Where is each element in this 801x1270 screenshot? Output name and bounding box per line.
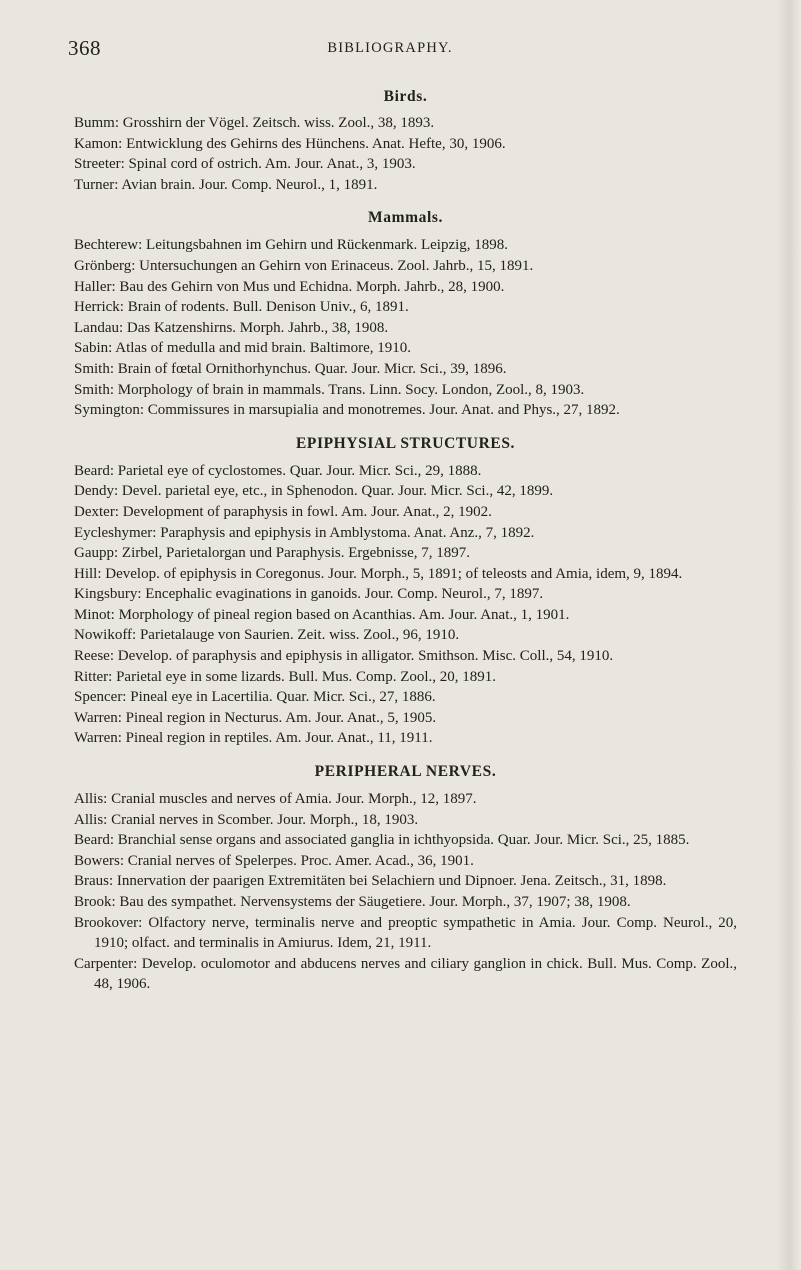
bib-entry: Nowikoff: Parietalauge von Saurien. Zeit. wiss. Zool., 96, 1910. [74,627,460,644]
bib-entry: Allis: Cranial muscles and nerves of Amia. Jour. Morph., 12, 1897. [74,791,477,808]
running-head: BIBLIOGRAPHY. [327,40,453,56]
bib-entry: Smith: Morphology of brain in mammals. Trans. Linn. Socy. London, Zool., 8, 1903. [74,381,585,398]
bib-entry: Kamon: Entwicklung des Gehirns des Hünchens. Anat. Hefte, 30, 1906. [74,135,506,152]
bib-entry: Eycleshymer: Paraphysis and epiphysis in Amblystoma. Anat. Anz., 7, 1892. [74,524,535,541]
section-birds [74,86,737,195]
bib-entry: Kingsbury: Encephalic evaginations in ganoids. Jour. Comp. Neurol., 7, 1897. [74,586,544,603]
bib-entry: Braus: Innervation der paarigen Extremitäten bei Selachiern und Dipnoer. Jena. Zeitsch., 31, 1898. [74,873,667,890]
bib-entry: Hill: Develop. of epiphysis in Coregonus. Jour. Morph., 5, 1891; of teleosts and Amia, idem, 9, 1894. [74,565,683,582]
section-heading: EPIPHYSIAL STRUCTURES. [295,434,516,452]
bib-entry: Bechterew: Leitungsbahnen im Gehirn und Rückenmark. Leipzig, 1898. [74,237,509,254]
bib-entry: Symington: Commissures in marsupialia and monotremes. Jour. Anat. and Phys., 27, 1892. [74,402,620,419]
bib-entry: Reese: Develop. of paraphysis and epiphysis in alligator. Smithson. Misc. Coll., 54, 1910. [74,648,614,665]
page-edge-shadow [779,0,801,1270]
bib-entry: Dendy: Devel. parietal eye, etc., in Sphenodon. Quar. Jour. Micr. Sci., 42, 1899. [74,483,554,500]
bib-entry: Streeter: Spinal cord of ostrich. Am. Jour. Anat., 3, 1903. [74,156,416,173]
bib-entry: Minot: Morphology of pineal region based on Acanthias. Am. Jour. Anat., 1, 1901. [74,606,570,623]
bib-entry: Brook: Bau des sympathet. Nervensystems der Säugetiere. Jour. Morph., 37, 1907; 38, 1908. [74,894,631,910]
bib-entry: Warren: Pineal region in Necturus. Am. Jour. Anat., 5, 1905. [74,709,437,726]
section-peripheral-nerves [74,761,737,995]
section-heading: Birds. [383,88,428,105]
bib-entry: Turner: Avian brain. Jour. Comp. Neurol., 1, 1891. [74,176,378,193]
bib-entry: Bowers: Cranial nerves of Spelerpes. Proc. Amer. Acad., 36, 1901. [74,852,474,869]
bibliography-content [74,86,737,995]
bib-entry: Carpenter: Develop. oculomotor and abducens nerves and ciliary ganglion in chick. Bull. Mus. Comp. Zool., 48, 1906. [74,955,737,993]
section-heading: Mammals. [368,209,443,227]
bib-entry: Gaupp: Zirbel, Parietalorgan und Paraphysis. Ergebnisse, 7, 1897. [74,545,471,562]
bib-entry: Beard: Branchial sense organs and associated ganglia in ichthyopsida. Quar. Jour. Micr. Sci., 25, 1885. [74,832,690,849]
bib-entry: Allis: Cranial nerves in Scomber. Jour. Morph., 18, 1903. [74,811,419,828]
bib-entry: Bumm: Grosshirn der Vögel. Zeitsch. wiss. Zool., 38, 1893. [74,115,435,131]
bib-entry: Smith: Brain of fœtal Ornithorhynchus. Quar. Jour. Micr. Sci., 39, 1896. [74,360,507,377]
bib-entry: Spencer: Pineal eye in Lacertilia. Quar. Micr. Sci., 27, 1886. [74,689,436,706]
bib-entry: Warren: Pineal region in reptiles. Am. Jour. Anat., 11, 1911. [74,730,433,747]
bib-entry: Sabin: Atlas of medulla and mid brain. Baltimore, 1910. [74,340,412,357]
bib-entry: Herrick: Brain of rodents. Bull. Denison Univ., 6, 1891. [74,299,409,316]
bib-entry: Landau: Das Katzenshirns. Morph. Jahrb., 38, 1908. [74,319,389,336]
section-mammals [74,207,737,420]
bib-entry: Beard: Parietal eye of cyclostomes. Quar. Jour. Micr. Sci., 29, 1888. [74,462,482,479]
page-number: 368 [68,36,101,60]
bib-entry: Grönberg: Untersuchungen an Gehirn von Erinaceus. Zool. Jahrb., 15, 1891. [74,257,534,274]
section-heading: PERIPHERAL NERVES. [314,763,497,781]
section-epiphysial-structures [74,433,737,749]
bib-entry: Dexter: Development of paraphysis in fowl. Am. Jour. Anat., 2, 1902. [74,503,492,520]
bib-entry: Ritter: Parietal eye in some lizards. Bull. Mus. Comp. Zool., 20, 1891. [74,668,497,685]
bib-entry: Haller: Bau des Gehirn von Mus und Echidna. Morph. Jahrb., 28, 1900. [74,278,505,295]
bib-entry: Brookover: Olfactory nerve, terminalis nerve and preoptic sympathetic in Amia. Jour. Comp. Neurol., 20, 1910; olfact. and terminalis in Amiurus. Idem, 21, 1911. [74,914,737,952]
